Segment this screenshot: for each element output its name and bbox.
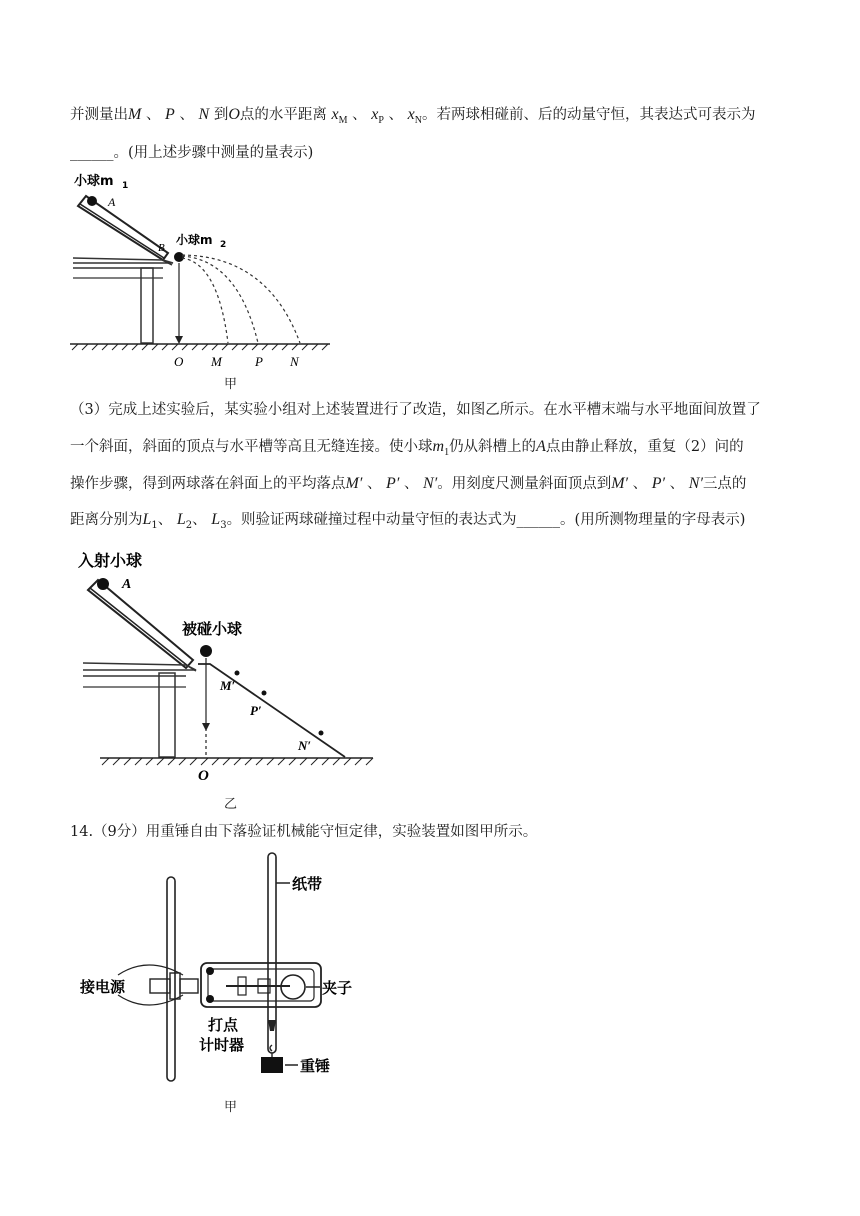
timer-label-line2: 计时器 bbox=[199, 1036, 245, 1054]
weight-icon bbox=[261, 1057, 283, 1073]
ball-m2-label: 小球m bbox=[176, 233, 213, 247]
svg-text:P: P bbox=[255, 354, 263, 369]
svg-text:N′: N′ bbox=[298, 738, 312, 753]
paragraph-measure: 并测量出M 、 P 、 N 到O点的水平距离 $x_M$ 、 $x_P$ 、 $x_N$。若两球相碰前、后的动量守恒，其表达式可表示为 bbox=[70, 106, 756, 126]
figure-caption-jia-2: 甲 bbox=[224, 1100, 238, 1115]
svg-text:M′: M′ bbox=[220, 678, 236, 693]
figure-caption-jia-1: 甲 bbox=[224, 377, 238, 392]
svg-text:N: N bbox=[290, 354, 299, 369]
figure-free-fall-setup bbox=[78, 845, 378, 1095]
incident-ball-label: 入射小球 bbox=[78, 551, 143, 570]
paragraph-part3-line1: （3）完成上述实验后，某实验小组对上述装置进行了改造，如图乙所示。在水平槽末端与水平地面间放置了 bbox=[70, 402, 761, 418]
svg-text:2: 2 bbox=[220, 240, 227, 250]
target-ball-icon bbox=[200, 645, 212, 657]
ball-m1-label: 小球m bbox=[74, 174, 114, 189]
timer-label-line1: 打点 bbox=[208, 1016, 239, 1034]
weight-label: 重锤 bbox=[300, 1057, 331, 1075]
paragraph-part3-line2: 一个斜面，斜面的顶点与水平槽等高且无缝连接。使小球$m_1$仍从斜槽上的A点由静止释放，重复（2）问的 bbox=[70, 438, 744, 458]
power-label: 接电源 bbox=[80, 978, 126, 996]
figure-collision-setup bbox=[68, 168, 348, 388]
figure-incline-setup bbox=[68, 540, 388, 800]
svg-text:M: M bbox=[211, 354, 222, 369]
svg-text:O: O bbox=[198, 768, 209, 784]
paragraph-part3-line3: 操作步骤，得到两球落在斜面上的平均落点M′ 、 P′ 、 N′。用刻度尺测量斜面顶点到M′ 、 P′ 、 N′三点的 bbox=[70, 475, 747, 492]
svg-text:O: O bbox=[174, 354, 184, 369]
svg-text:A: A bbox=[122, 577, 132, 592]
clip-label: 夹子 bbox=[322, 979, 353, 997]
svg-text:1: 1 bbox=[122, 181, 129, 191]
paragraph-measure-line2: ______。(用上述步骤中测量的量表示) bbox=[70, 145, 314, 161]
target-ball-label: 被碰小球 bbox=[182, 620, 243, 638]
svg-text:B: B bbox=[158, 242, 165, 254]
svg-text:A: A bbox=[108, 195, 116, 209]
figure-caption-yi: 乙 bbox=[224, 797, 238, 812]
paragraph-part3-line4: 距离分别为$L_1$、 $L_2$、 $L_3$。则验证两球碰撞过程中动量守恒的表达式为______。(用所测物理量的字母表示) bbox=[70, 511, 746, 531]
tape-label: 纸带 bbox=[292, 875, 323, 893]
svg-text:P′: P′ bbox=[250, 703, 262, 718]
incident-ball-icon bbox=[97, 578, 109, 590]
ball-m2-icon bbox=[174, 252, 184, 262]
question-14: 14.（9分）用重锤自由下落验证机械能守恒定律，实验装置如图甲所示。 bbox=[70, 824, 538, 840]
ball-m1-icon bbox=[87, 196, 97, 206]
